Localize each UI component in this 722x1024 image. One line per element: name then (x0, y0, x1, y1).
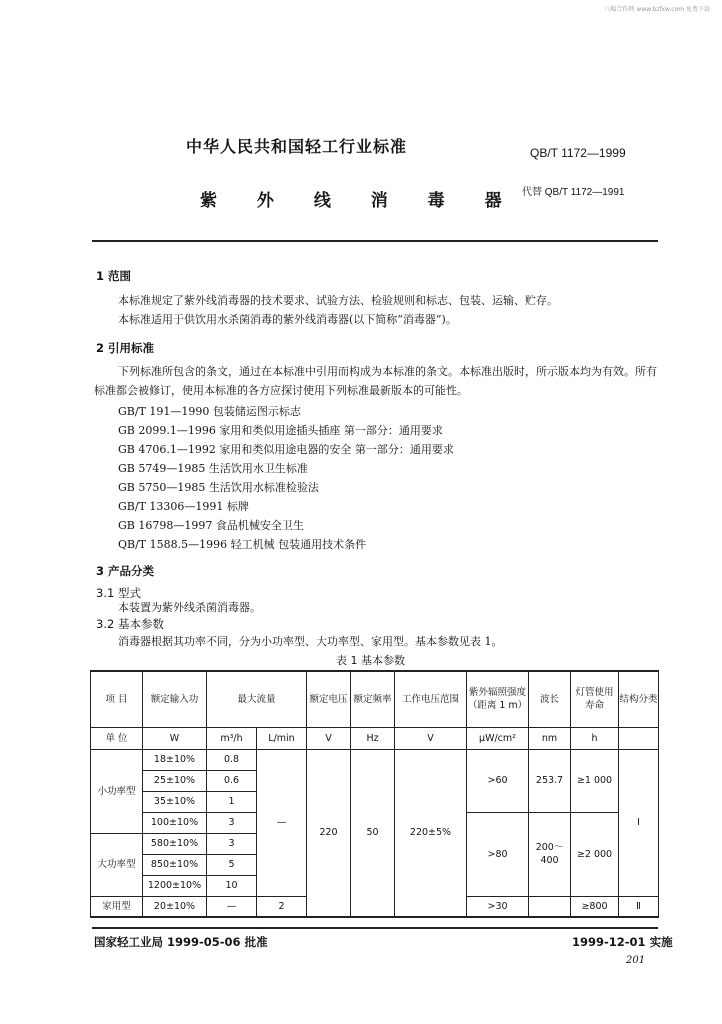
reference-item: GB 2099.1—1996 家用和类似用途插头插座 第一部分：通用要求 (118, 424, 443, 437)
cell-lmin-main: — (257, 749, 307, 896)
unit-power: W (143, 727, 207, 749)
header-structure: 结构分类 (619, 671, 659, 727)
watermark-text: 八幅合作网 www.bzfxw.com 免费下载 (604, 6, 710, 13)
cell-flow: 5 (207, 854, 257, 875)
cell-power: 850±10% (143, 854, 207, 875)
group-large-power: 大功率型 (91, 833, 143, 896)
cell-intensity-home: >30 (467, 896, 529, 917)
header-frequency: 额定频率 (351, 671, 395, 727)
section-3-1-heading: 3.1 型式 (96, 586, 141, 600)
section-1-heading: 1 范围 (96, 269, 132, 283)
header-working-voltage: 工作电压范围 (395, 671, 467, 727)
cell-power: 20±10% (143, 896, 207, 917)
cell-wavelength-large: 200～400 (529, 812, 571, 896)
unit-intensity: μW/cm² (467, 727, 529, 749)
reference-item: GB/T 191—1990 包装储运图示标志 (118, 405, 301, 418)
standard-code: QB/T 1172—1999 (530, 146, 626, 160)
unit-voltage: V (307, 727, 351, 749)
basic-parameters-table (90, 670, 659, 918)
table-caption: 表 1 基本参数 (336, 654, 405, 667)
header-item: 项 目 (91, 671, 143, 727)
cell-flow: 3 (207, 812, 257, 833)
header-power: 额定输入功 (143, 671, 207, 727)
reference-item: GB 4706.1—1992 家用和类似用途电器的安全 第一部分：通用要求 (118, 443, 454, 456)
header-divider (92, 240, 658, 242)
cell-life-large: ≥2 000 (571, 812, 619, 896)
approval-statement: 国家轻工业局 1999-05-06 批准 (94, 935, 268, 949)
cell-flow: 10 (207, 875, 257, 896)
cell-power: 100±10% (143, 812, 207, 833)
unit-flow-m3: m³/h (207, 727, 257, 749)
section-3-2-heading: 3.2 基本参数 (96, 617, 164, 631)
reference-item: GB 5750—1985 生活饮用水标准检验法 (118, 481, 319, 494)
reference-item: GB 5749—1985 生活饮用水卫生标准 (118, 462, 308, 475)
section-3-heading: 3 产品分类 (96, 564, 155, 578)
document-title: 紫 外 线 消 毒 器 (200, 191, 519, 211)
cell-power: 35±10% (143, 791, 207, 812)
header-max-flow: 最大流量 (207, 671, 307, 727)
section-2-intro: 下列标准所包含的条文，通过在本标准中引用而构成为本标准的条文。本标准出版时，所示版本均为有效。所有标准都会被修订，使用本标准的各方应探讨使用下列标准最新版本的可能性。 (94, 365, 657, 397)
unit-life: h (571, 727, 619, 749)
cell-rated-voltage: 220 (307, 749, 351, 917)
unit-wavelength: nm (529, 727, 571, 749)
cell-wavelength-home (529, 896, 571, 917)
cell-power: 1200±10% (143, 875, 207, 896)
unit-working-voltage: V (395, 727, 467, 749)
cell-structure-home: Ⅱ (619, 896, 659, 917)
cell-working-voltage: 220±5% (395, 749, 467, 917)
reference-item: GB/T 13306—1991 标牌 (118, 500, 249, 513)
section-3-2-text: 消毒器根据其功率不同，分为小功率型、大功率型、家用型。基本参数见表 1。 (118, 635, 503, 648)
reference-item: QB/T 1588.5—1996 轻工机械 包装通用技术条件 (118, 538, 367, 551)
section-1-paragraph-2: 本标准适用于供饮用水杀菌消毒的紫外线消毒器(以下简称“消毒器”)。 (118, 313, 457, 326)
footer-divider (92, 927, 658, 929)
group-home: 家用型 (91, 896, 143, 917)
cell-life-home: ≥800 (571, 896, 619, 917)
cell-flow: — (207, 896, 257, 917)
cell-power: 580±10% (143, 833, 207, 854)
header-voltage: 额定电压 (307, 671, 351, 727)
cell-intensity-large: >80 (467, 812, 529, 896)
cell-power: 25±10% (143, 770, 207, 791)
section-3-1-text: 本装置为紫外线杀菌消毒器。 (118, 601, 261, 614)
unit-flow-lmin: L/min (257, 727, 307, 749)
replaces-standard: 代替 QB/T 1172—1991 (522, 187, 625, 198)
table-row (91, 749, 659, 770)
cell-rated-frequency: 50 (351, 749, 395, 917)
header-uv-intensity: 紫外辐照强度（距离 1 m） (467, 671, 529, 727)
group-small-power: 小功率型 (91, 749, 143, 833)
cell-flow: 3 (207, 833, 257, 854)
cell-flow: 0.6 (207, 770, 257, 791)
header-wavelength: 波长 (529, 671, 571, 727)
table-header-row (91, 671, 659, 727)
cell-intensity-small: >60 (467, 749, 529, 812)
issuing-organization: 中华人民共和国轻工行业标准 (186, 137, 408, 156)
table-units-row (91, 727, 659, 749)
reference-item: GB 16798—1997 食品机械安全卫生 (118, 519, 304, 532)
unit-label: 单 位 (91, 727, 143, 749)
section-2-heading: 2 引用标准 (96, 341, 155, 355)
cell-life-small: ≥1 000 (571, 749, 619, 812)
section-1-paragraph-1: 本标准规定了紫外线消毒器的技术要求、试验方法、检验规则和标志、包装、运输、贮存。 (118, 294, 558, 307)
cell-lmin-home: 2 (257, 896, 307, 917)
cell-structure-main: Ⅰ (619, 749, 659, 896)
cell-flow: 1 (207, 791, 257, 812)
page-number: 201 (626, 955, 646, 966)
unit-frequency: Hz (351, 727, 395, 749)
unit-structure (619, 727, 659, 749)
cell-wavelength-small: 253.7 (529, 749, 571, 812)
header-lamp-life: 灯管使用寿命 (571, 671, 619, 727)
implementation-date: 1999-12-01 实施 (572, 935, 673, 949)
cell-flow: 0.8 (207, 749, 257, 770)
cell-power: 18±10% (143, 749, 207, 770)
